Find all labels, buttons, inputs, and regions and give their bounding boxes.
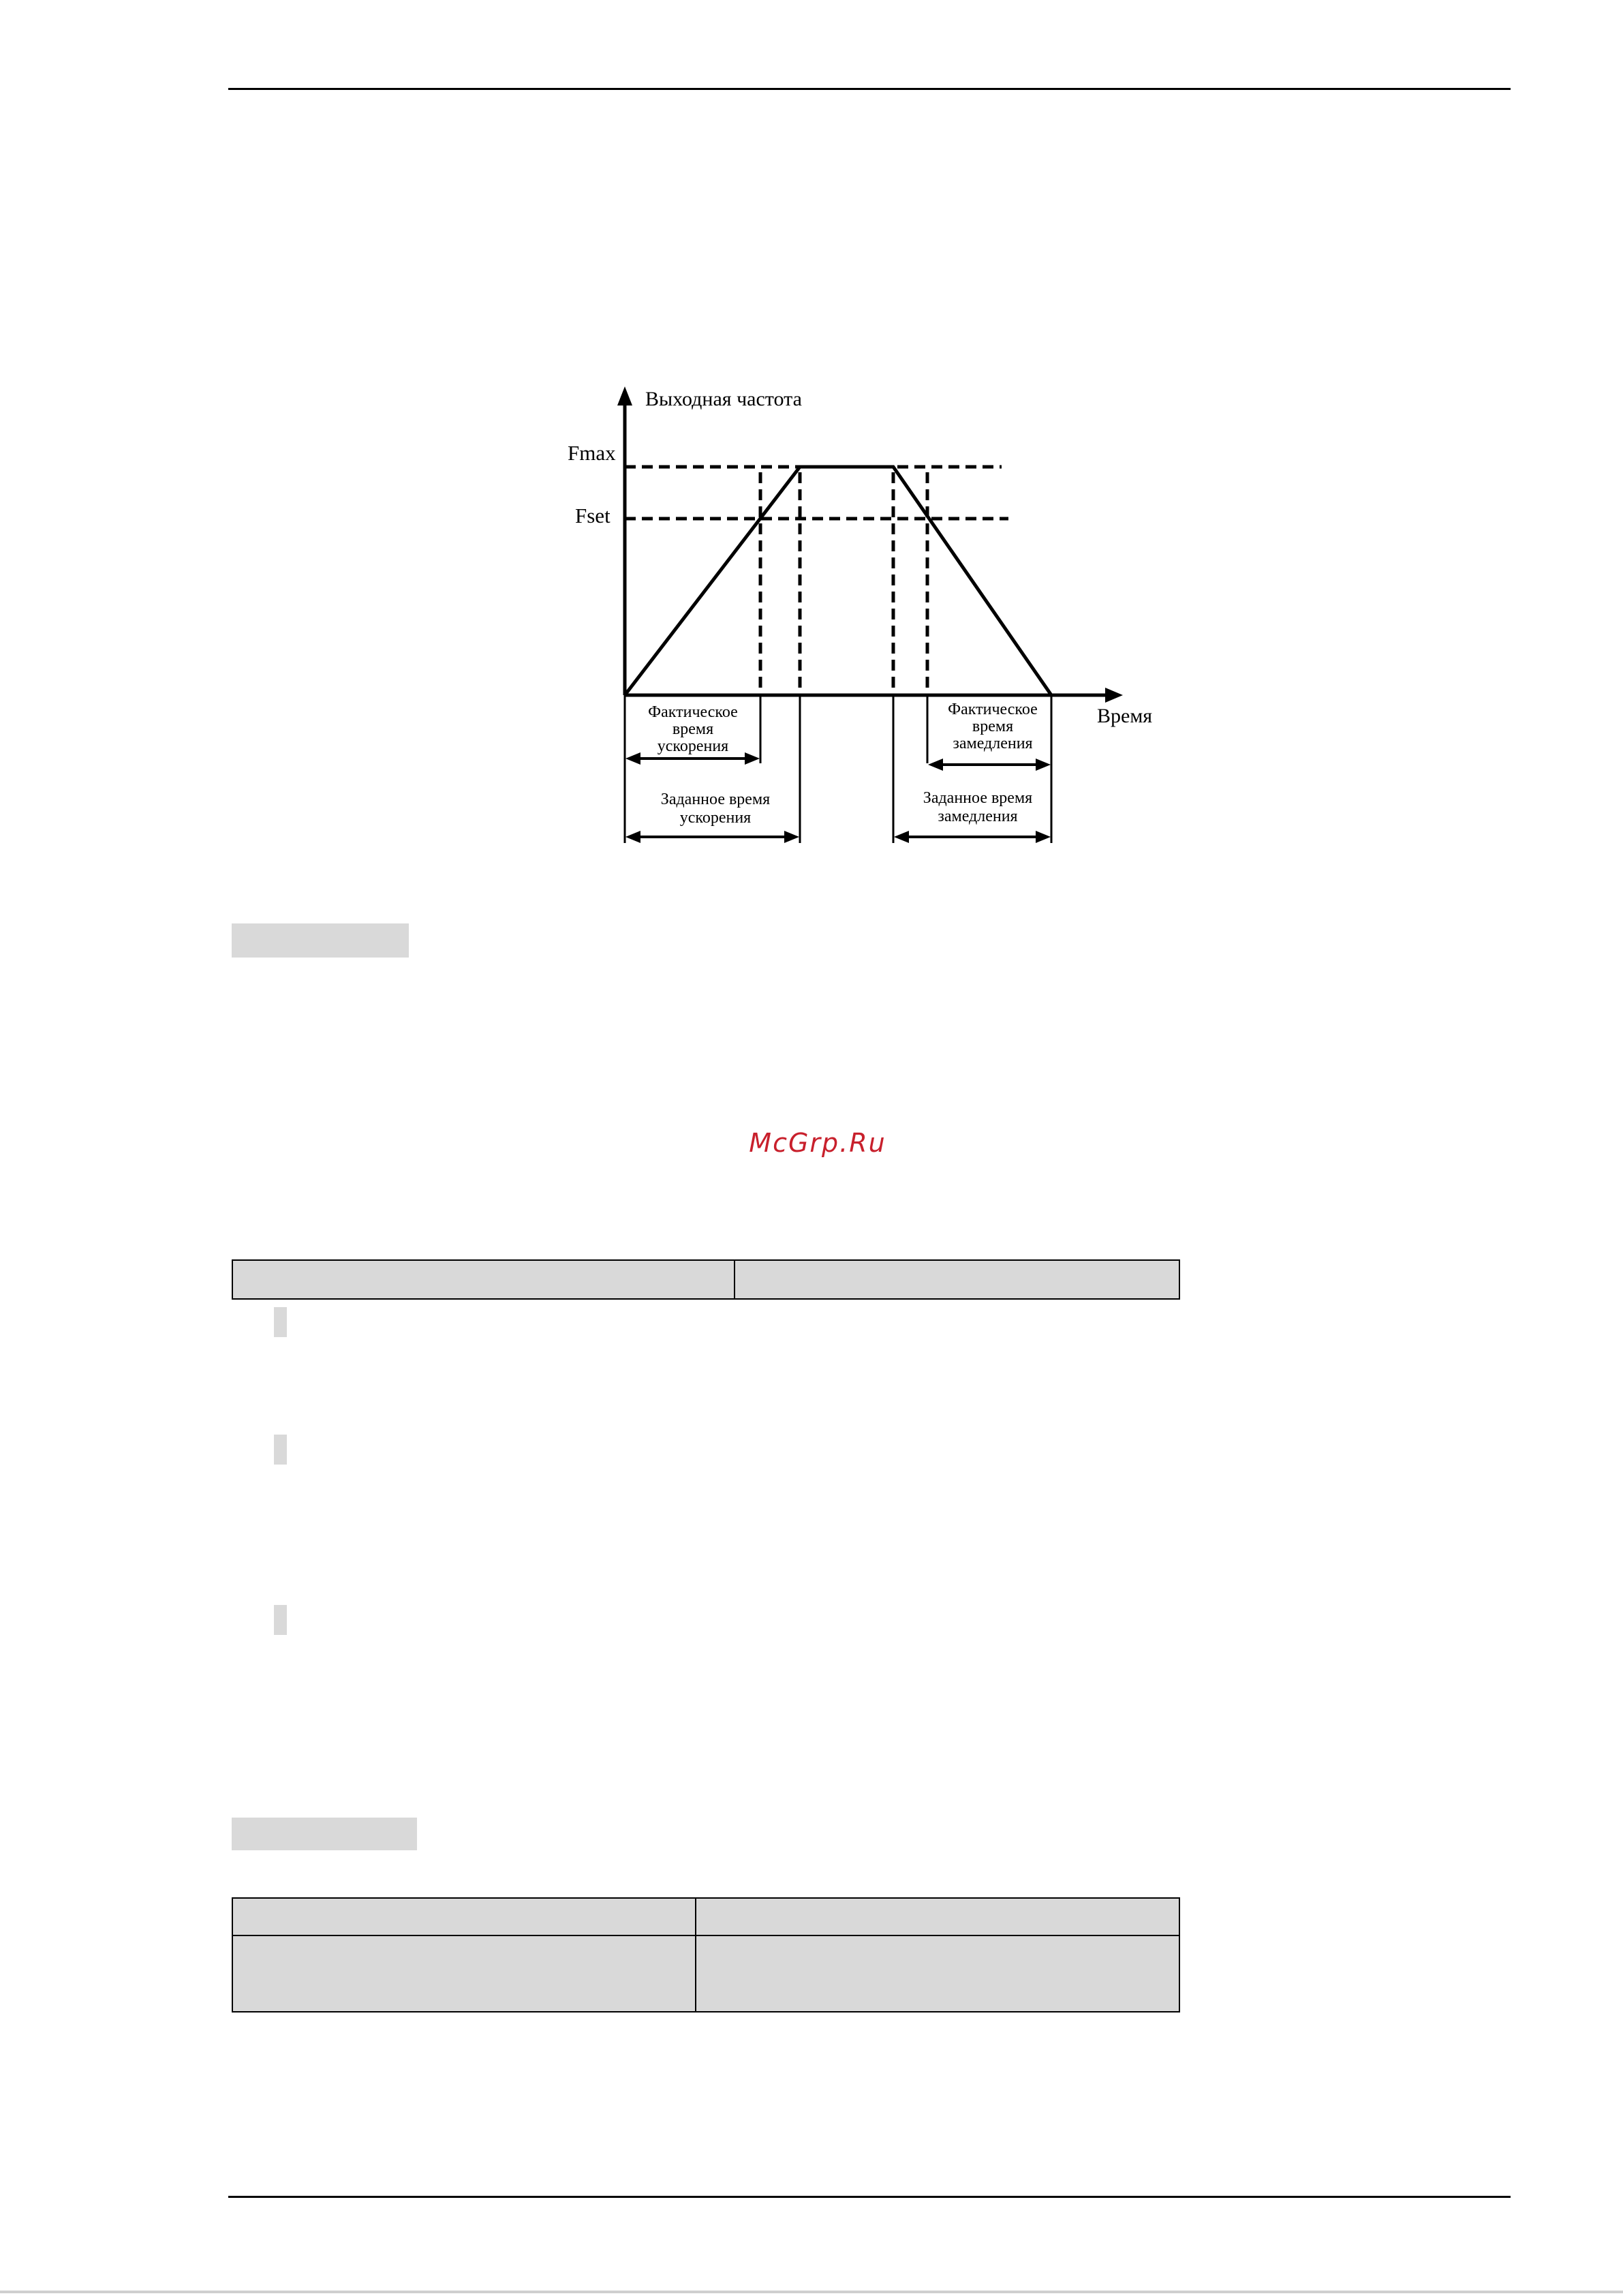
table-cell xyxy=(696,1935,1179,2012)
set-accel-arrow xyxy=(625,831,799,843)
table-row xyxy=(232,1898,1179,1935)
header-rule xyxy=(228,88,1511,90)
set-accel-label xyxy=(661,791,770,827)
svg-text:Фактическое: Фактическое xyxy=(948,701,1038,718)
set-decel-arrow xyxy=(894,831,1051,843)
table-row xyxy=(232,1260,1179,1299)
parameter-table xyxy=(232,1259,1180,1300)
svg-text:замедления: замедления xyxy=(953,735,1033,752)
svg-text:Заданное время: Заданное время xyxy=(923,789,1033,807)
bullet-marker xyxy=(274,1435,287,1465)
acceleration-deceleration-diagram xyxy=(538,371,1179,862)
actual-accel-label xyxy=(648,703,738,755)
svg-text:время: время xyxy=(972,718,1014,735)
set-decel-label xyxy=(923,789,1032,825)
section-heading-placeholder xyxy=(232,923,409,958)
section-heading-placeholder xyxy=(232,1818,417,1850)
svg-text:ускорения: ускорения xyxy=(679,809,752,827)
fset-label: Fset xyxy=(575,504,610,527)
y-axis-arrow-icon xyxy=(617,386,632,405)
svg-text:время: время xyxy=(672,720,714,738)
table-cell xyxy=(232,1898,696,1935)
x-axis-label: Время xyxy=(1097,705,1153,727)
parameter-table xyxy=(232,1897,1180,2012)
fmax-label: Fmax xyxy=(568,441,616,465)
table-cell xyxy=(735,1260,1179,1299)
svg-text:Фактическое: Фактическое xyxy=(648,703,738,721)
table-cell xyxy=(232,1935,696,2012)
table-cell xyxy=(232,1260,735,1299)
bullet-marker xyxy=(274,1605,287,1635)
actual-decel-arrow xyxy=(928,759,1051,771)
table-row xyxy=(232,1935,1179,2012)
svg-text:замедления: замедления xyxy=(938,808,1018,825)
watermark: McGrp.Ru xyxy=(749,1128,886,1158)
footer-rule xyxy=(228,2196,1511,2198)
output-frequency-profile xyxy=(625,467,1051,695)
svg-text:Заданное время: Заданное время xyxy=(660,791,771,808)
actual-decel-label xyxy=(948,701,1038,752)
page-edge xyxy=(0,2291,1623,2293)
bullet-marker xyxy=(274,1307,287,1337)
svg-text:ускорения: ускорения xyxy=(657,737,729,755)
x-axis-arrow-icon xyxy=(1105,688,1123,703)
table-cell xyxy=(696,1898,1179,1935)
y-axis-label: Выходная частота xyxy=(645,388,802,410)
